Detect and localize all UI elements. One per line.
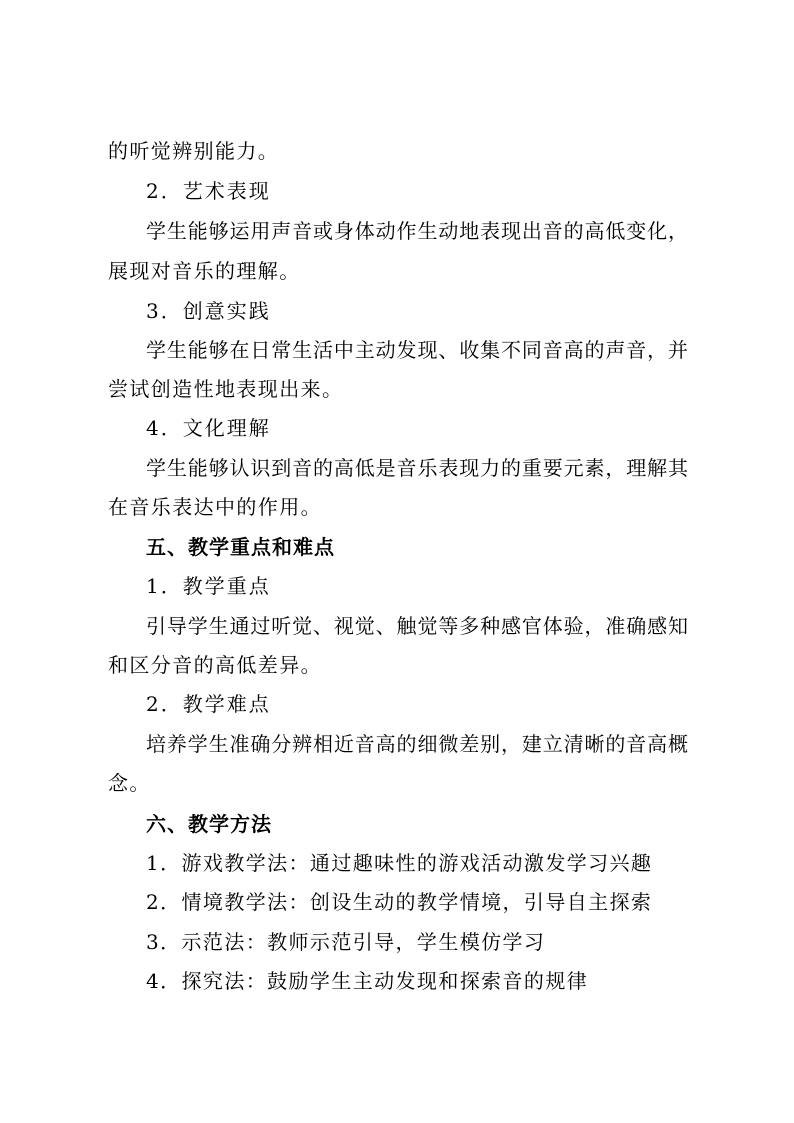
subsection-title-art-expression: 2．艺术表现 — [146, 179, 271, 203]
paragraph-line: 和区分音的高低差异。 — [108, 653, 322, 677]
subsection-title-creative-practice: 3．创意实践 — [146, 299, 271, 323]
paragraph-line: 学生能够在日常生活中主动发现、收集不同音高的声音，并 — [146, 338, 688, 362]
subsection-title-teaching-difficulty: 2．教学难点 — [146, 692, 271, 716]
paragraph-line: 的听觉辨别能力。 — [108, 139, 280, 163]
method-list-item: 1．游戏教学法：通过趣味性的游戏活动激发学习兴趣 — [146, 851, 653, 875]
paragraph-line: 学生能够运用声音或身体动作生动地表现出音的高低变化， — [146, 219, 688, 243]
method-list-item: 3．示范法：教师示范引导，学生模仿学习 — [146, 930, 546, 954]
paragraph-line: 在音乐表达中的作用。 — [108, 495, 322, 519]
subsection-title-teaching-focus: 1．教学重点 — [146, 574, 271, 598]
paragraph-line: 培养学生准确分辨相近音高的细微差别，建立清晰的音高概 — [146, 732, 688, 756]
section-heading-teaching-methods: 六、教学方法 — [146, 812, 272, 836]
paragraph-line: 念。 — [108, 771, 151, 795]
paragraph-line: 引导学生通过听觉、视觉、触觉等多种感官体验，准确感知 — [146, 614, 688, 638]
method-list-item: 2．情境教学法：创设生动的教学情境，引导自主探索 — [146, 890, 653, 914]
paragraph-line: 尝试创造性地表现出来。 — [108, 377, 344, 401]
paragraph-line: 展现对音乐的理解。 — [108, 259, 301, 283]
subsection-title-cultural-understanding: 4．文化理解 — [146, 416, 271, 440]
method-list-item: 4．探究法：鼓励学生主动发现和探索音的规律 — [146, 969, 589, 993]
paragraph-line: 学生能够认识到音的高低是音乐表现力的重要元素，理解其 — [146, 456, 688, 480]
section-heading-key-points: 五、教学重点和难点 — [146, 535, 335, 559]
